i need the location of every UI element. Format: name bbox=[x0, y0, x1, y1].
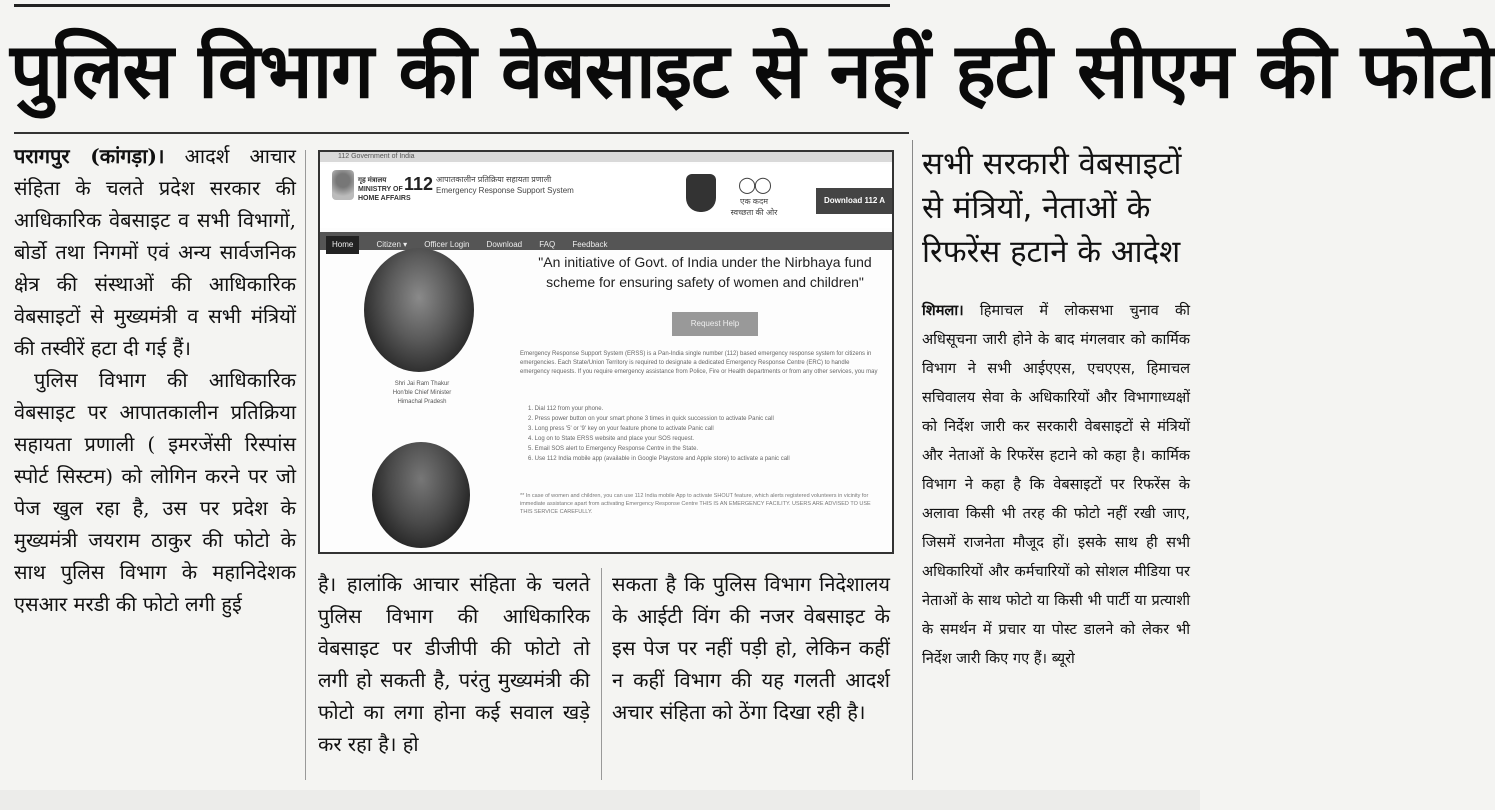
side-dateline: शिमला। bbox=[922, 302, 964, 319]
column-2-text: है। हालांकि आचार संहिता के चलते पुलिस विभाग की आधिकारिक वेबसाइट पर डीजीपी की फोटो तो लगी हो सकती है, परंतु मुख्यमंत्री की फोटो का लगा होना कई सवाल खड़े कर रहा है। हो bbox=[318, 572, 590, 756]
column-divider bbox=[305, 150, 306, 780]
side-story-paragraph bbox=[922, 296, 1190, 673]
swachh-caption: एक कदम स्वच्छता की ओर bbox=[730, 197, 778, 217]
top-rule bbox=[14, 4, 890, 7]
side-story-headline: सभी सरकारी वेबसाइटों से मंत्रियों, नेताओं के रिफरेंस हटाने के आदेश bbox=[922, 146, 1182, 270]
step-item: 1. Dial 112 from your phone. bbox=[528, 406, 604, 412]
side-story-text: हिमाचल में लोकसभा चुनाव की अधिसूचना जारी होने के बाद मंगलवार को कार्मिक विभाग ने सभी आईएएस, एचएएस, हिमाचल सचिवालय सेवा के अधिकारियों और विभागाध्यक्षों को निर्देश जारी कर सरकारी वेबसाइटों से मंत्रियों और नेताओं के रिफरेंस हटाने को कहा है। कार्मिक विभाग ने कहा है कि वेबसाइटों पर रिफरेंस के अलावा किसी भी तरह की फोटो नहीं रखी जाए, जिसमें राजनेता मौजूद हों। इसके साथ ही सभी अधिकारियों और कर्मचारियों को सोशल मीडिया पर नेताओं के साथ फोटो या किसी भी पार्टी या प्रत्याशी के समर्थन में प्रचार या पोस्ट डालने को लेकर भी निर्देश जारी किए गए हैं। ब्यूरो bbox=[922, 302, 1190, 667]
national-emblem-icon bbox=[332, 170, 354, 200]
chief-minister-caption: Shri Jai Ram Thakur Hon'ble Chief Minister Himachal Pradesh bbox=[392, 381, 452, 405]
erss-title-english: Emergency Response Support System bbox=[436, 186, 574, 195]
column-divider bbox=[601, 568, 602, 780]
dgp-photo bbox=[372, 442, 470, 548]
nav-feedback: Feedback bbox=[572, 240, 608, 249]
browser-bar: 112 Government of India bbox=[320, 152, 892, 162]
step-item: 3. Long press '5' or '9' key on your feature phone to activate Panic call bbox=[528, 426, 714, 432]
chief-minister-photo bbox=[364, 248, 474, 372]
page-bottom-margin bbox=[0, 790, 1200, 810]
nav-download: Download bbox=[486, 240, 523, 249]
step-item: 4. Log on to State ERSS website and place your SOS request. bbox=[528, 436, 695, 442]
column-3-text: सकता है कि पुलिस विभाग निदेशालय के आईटी विंग की नजर वेबसाइट के इस पेज पर नहीं पड़ी हो, लेकिन कहीं न कहीं विभाग की यह गलती आदर्श अचार संहिता को ठेंगा दिखा रही है। bbox=[612, 572, 890, 724]
footnote: ** In case of women and children, you can use 112 India mobile App to activate SHOUT feature, which alerts registered volunteers in vicinity for immediate assistance apart from activating Emergency Response Centre THIS IS AN EMERGENCY FACILITY. USERS ARE ADVISED TO USE THIS SERVICE CAREFULLY. bbox=[520, 493, 871, 515]
site-nav bbox=[320, 232, 892, 250]
step-item: 5. Email SOS alert to Emergency Response Centre in the State. bbox=[528, 446, 699, 452]
request-help-button: Request Help bbox=[672, 312, 758, 336]
sidebar-divider bbox=[912, 140, 913, 780]
side-story-body bbox=[922, 296, 1190, 673]
nav-home: Home bbox=[326, 236, 359, 254]
erss-title bbox=[436, 174, 574, 196]
story-column-3 bbox=[612, 568, 890, 728]
story-column-1 bbox=[14, 140, 296, 620]
ministry-label: गृह मंत्रालय MINISTRY OF HOME AFFAIRS bbox=[358, 177, 411, 202]
steps-list bbox=[528, 404, 868, 464]
nav-officer-login: Officer Login bbox=[424, 240, 470, 249]
swachh-bharat-logo bbox=[730, 176, 778, 217]
nav-faq: FAQ bbox=[539, 240, 556, 249]
page-headline: पुलिस विभाग की वेबसाइट से नहीं हटी सीएम की फोटो bbox=[10, 26, 1495, 115]
paragraph-1-text: आदर्श आचार संहिता के चलते प्रदेश सरकार की आधिकारिक वेबसाइट व सभी विभागों, बोर्डो तथा निगमों एवं अन्य सार्वजनिक क्षेत्र की संस्थाओं की आधिकारिक वेबसाइटों से मुख्यमंत्री व सभी मंत्रियों की तस्वीरें हटा दी गई हैं। bbox=[14, 144, 296, 360]
glasses-icon: ◯◯ bbox=[738, 177, 770, 194]
initiative-quote: "An initiative of Govt. of India under the Nirbhaya fund scheme for ensuring safety of women and children" bbox=[538, 254, 872, 290]
police-badge-icon bbox=[686, 174, 716, 212]
headline-rule bbox=[14, 132, 909, 134]
erss-intro: Emergency Response Support System (ERSS) is a Pan-India single number (112) based emergency response system for citizens in emergencies. Each State/Union Territory is required to designate a dedicated Emergency Response Centre (ERC) to handle emergency requests. If you require emergency assistance from Police, Fire or Health departments or from any other services, you may bbox=[520, 351, 878, 375]
story-paragraph-2: पुलिस विभाग की आधिकारिक वेबसाइट पर आपातकालीन प्रतिक्रिया सहायता प्रणाली ( इमरजेंसी रिस्पांस स्पोर्ट सिस्टम) को लोगिन करने पर जो पेज खुल रहा है, उस पर प्रदेश के मुख्यमंत्री जयराम ठाकुर की फोटो के साथ पुलिस विभाग के महानिदेशक एसआर मरडी की फोटो लगी हुई bbox=[14, 368, 296, 616]
dateline: परागपुर (कांगड़ा)। bbox=[14, 144, 165, 168]
story-paragraph-1 bbox=[14, 140, 296, 364]
step-item: 2. Press power button on your smart phone 3 times in quick succession to activate Panic call bbox=[528, 416, 774, 422]
erss-title-hindi: आपातकालीन प्रतिक्रिया सहायता प्रणाली bbox=[436, 175, 552, 184]
website-screenshot-photo bbox=[318, 150, 894, 554]
step-item: 6. Use 112 India mobile app (available in Google Playstore and Apple store) to activate a panic call bbox=[528, 456, 790, 462]
download-app-button: Download 112 A bbox=[816, 188, 892, 214]
number-112: 112 bbox=[404, 174, 434, 194]
nav-citizen: Citizen ▾ bbox=[376, 240, 408, 249]
story-column-2 bbox=[318, 568, 590, 760]
